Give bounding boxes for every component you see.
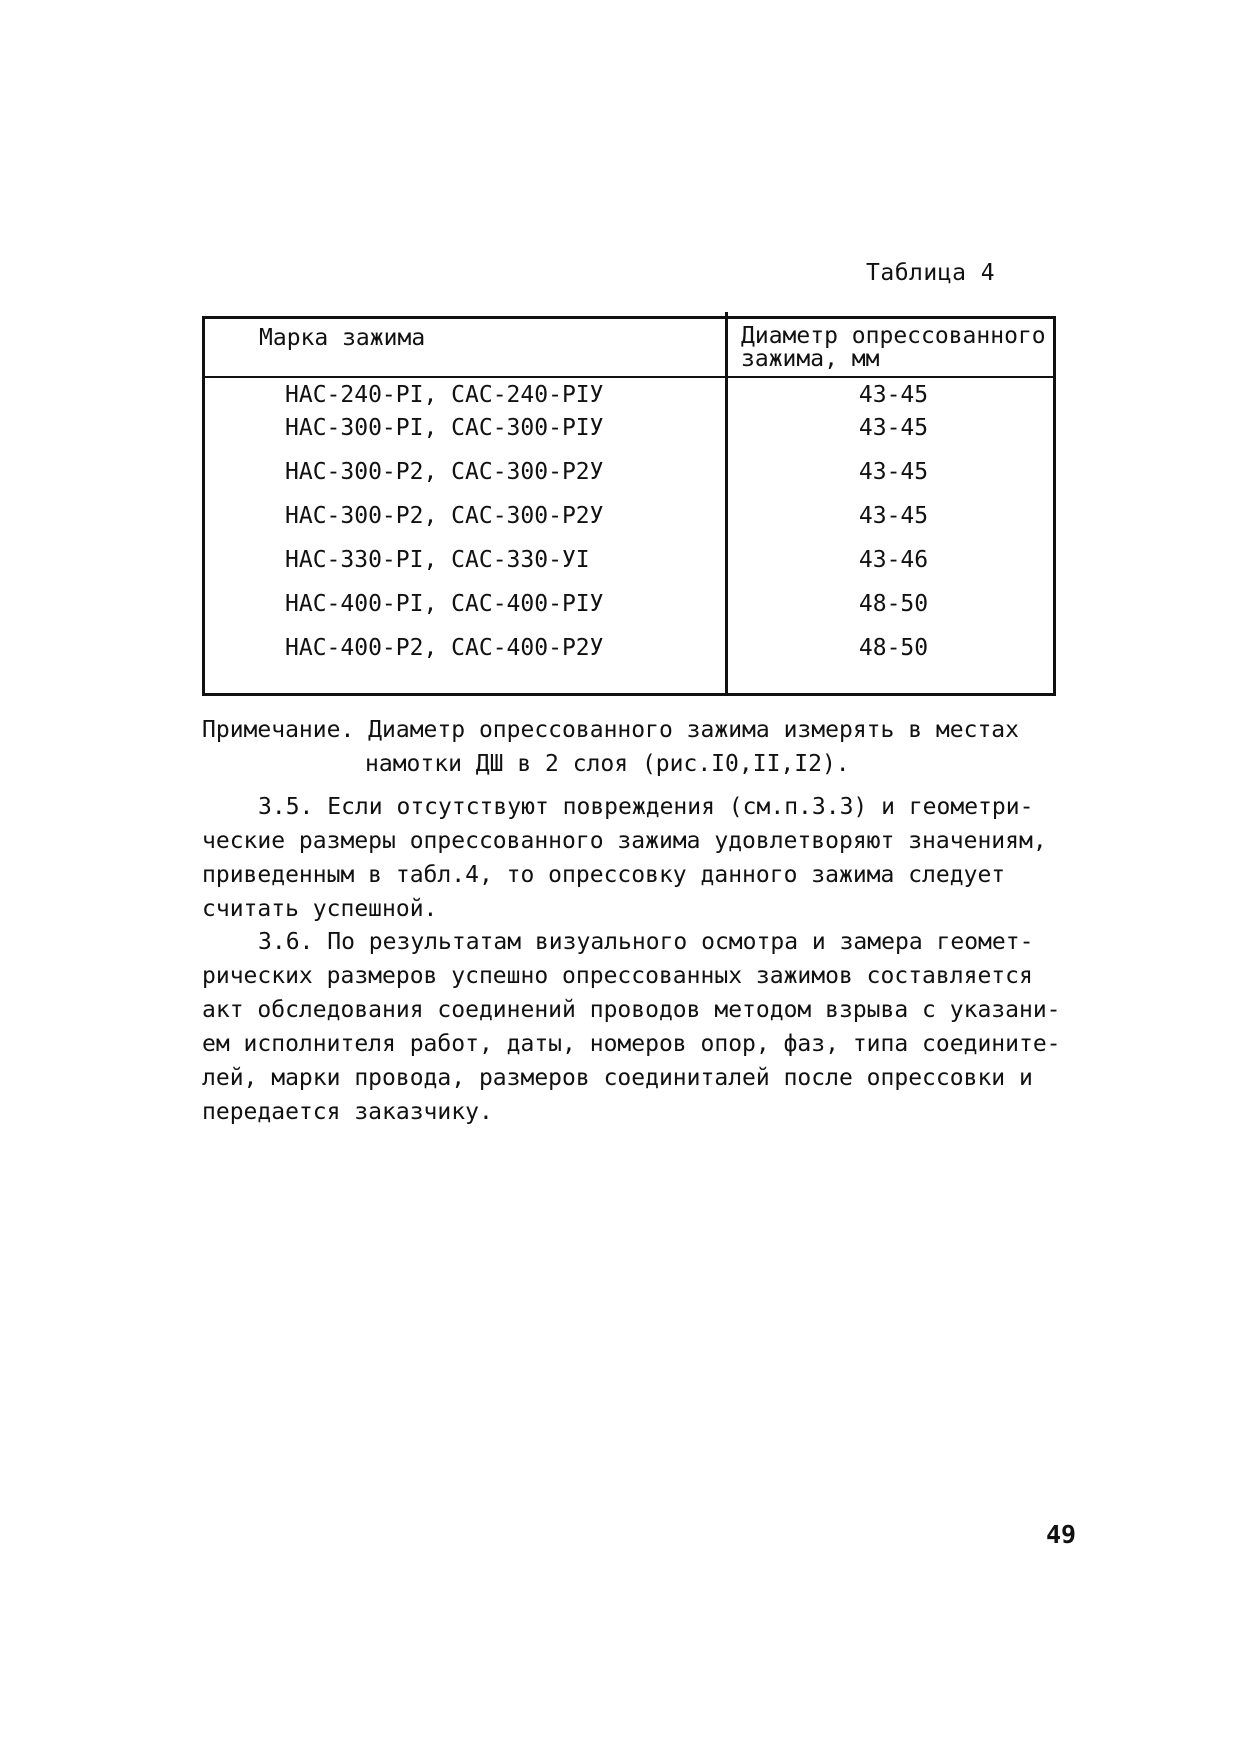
table-note-line1: Примечание. Диаметр опрессованного зажима измерять в местах <box>202 717 1019 743</box>
table-header-mark: Марка зажима <box>259 325 426 351</box>
cell-mark: НАС-400-РI, САС-400-РIУ <box>285 591 604 617</box>
table-top-rule <box>205 316 1053 319</box>
page-number: 49 <box>1046 1520 1077 1549</box>
cell-diameter: 48-50 <box>858 635 929 661</box>
table-row <box>205 382 1053 418</box>
cell-diameter: 43-46 <box>858 547 929 573</box>
table-row <box>205 503 1053 539</box>
cell-diameter: 48-50 <box>858 591 929 617</box>
cell-mark: НАС-330-РI, САС-330-УI <box>285 547 590 573</box>
section-3-6-line3: акт обследования соединений проводов методом взрыва с указани- <box>202 997 1061 1023</box>
table-header-diameter-line1: Диаметр опрессованного <box>741 323 1046 349</box>
table-header-rule <box>205 376 1053 378</box>
table-row <box>205 591 1053 627</box>
cell-mark: НАС-400-Р2, САС-400-Р2У <box>285 635 604 661</box>
section-3-6-line2: рических размеров успешно опрессованных зажимов составляется <box>202 963 1033 989</box>
section-3-5-line2: ческие размеры опрессованного зажима удовлетворяют значениям, <box>202 828 1047 854</box>
table-header-diameter-line2: зажима, мм <box>741 346 880 372</box>
table-row <box>205 415 1053 451</box>
section-3-5-line3: приведенным в табл.4, то опрессовку данного зажима следует <box>202 862 1006 888</box>
section-3-6-line1: 3.6. По результатам визуального осмотра и замера геомет- <box>258 929 1034 955</box>
section-3-5-line4: считать успешной. <box>202 896 438 922</box>
section-3-6-line6: передается заказчику. <box>202 1099 493 1125</box>
cell-diameter: 43-45 <box>858 503 929 529</box>
cell-diameter: 43-45 <box>858 415 929 441</box>
clamp-diameter-table <box>202 316 1056 696</box>
cell-mark: НАС-300-РI, САС-300-РIУ <box>285 415 604 441</box>
table-note-line2: намотки ДШ в 2 слоя (рис.I0,II,I2). <box>365 751 850 777</box>
section-3-6-line5: лей, марки провода, размеров соединиталей после опрессовки и <box>202 1065 1033 1091</box>
table-row <box>205 459 1053 495</box>
cell-diameter: 43-45 <box>858 459 929 485</box>
cell-mark: НАС-300-Р2, САС-300-Р2У <box>285 503 604 529</box>
cell-mark: НАС-240-РI, САС-240-РIУ <box>285 382 604 408</box>
cell-diameter: 43-45 <box>858 382 929 408</box>
table-title: Таблица 4 <box>866 260 996 286</box>
table-row <box>205 635 1053 671</box>
table-header-diameter <box>741 325 1053 371</box>
section-3-5-line1: 3.5. Если отсутствуют повреждения (см.п.3.3) и геометри- <box>258 794 1034 820</box>
section-3-6-line4: ем исполнителя работ, даты, номеров опор, фаз, типа соедините- <box>202 1031 1061 1057</box>
table-row <box>205 547 1053 583</box>
cell-mark: НАС-300-Р2, САС-300-Р2У <box>285 459 604 485</box>
